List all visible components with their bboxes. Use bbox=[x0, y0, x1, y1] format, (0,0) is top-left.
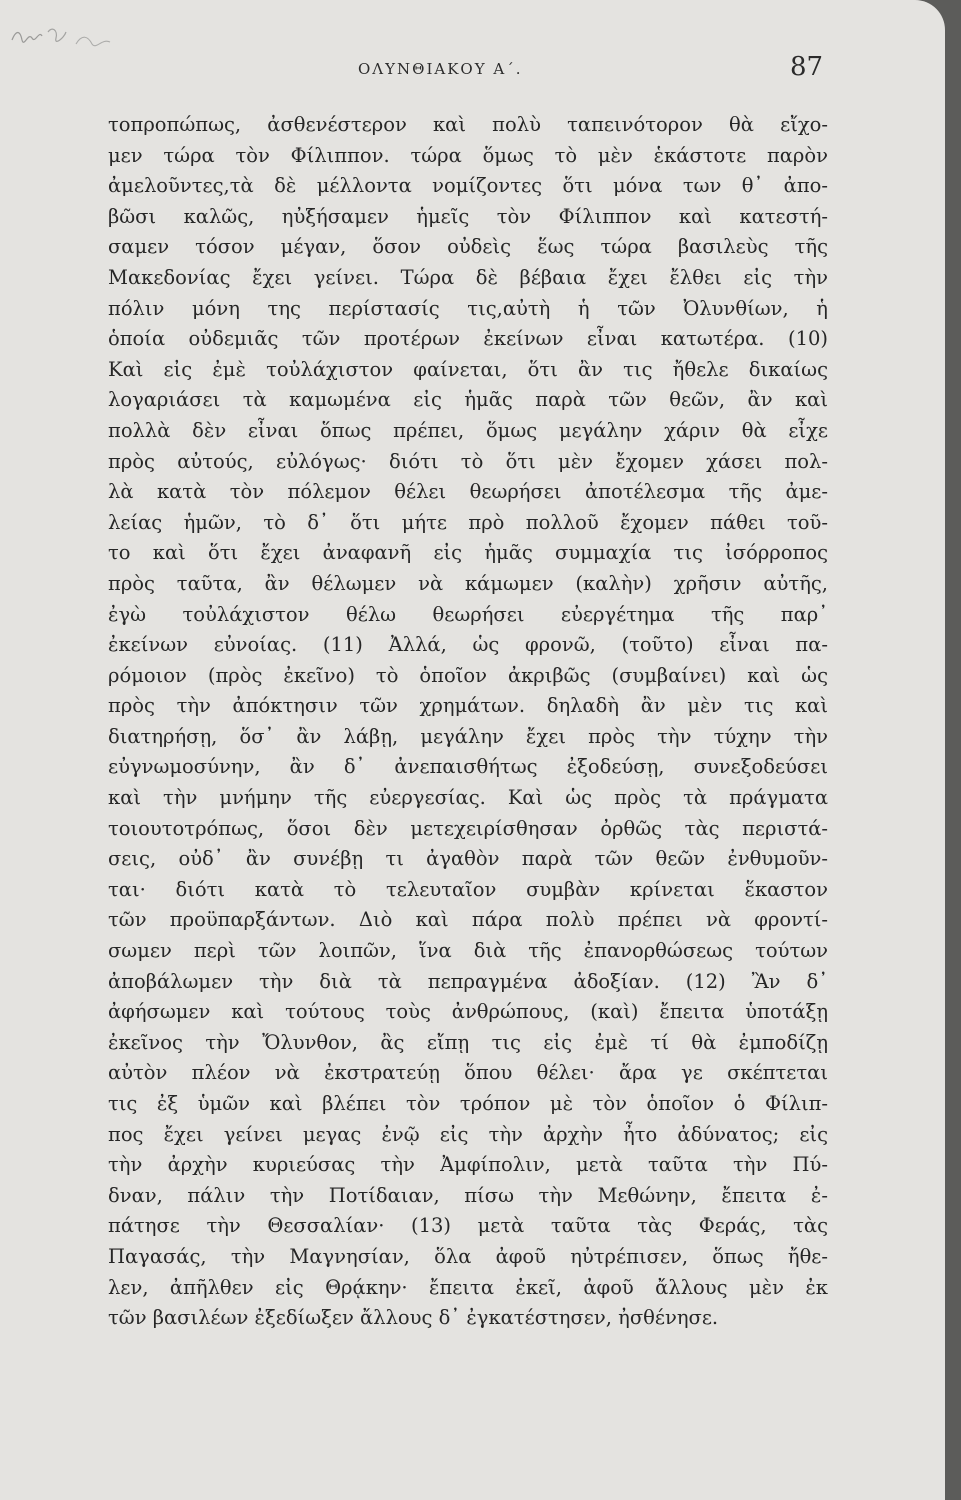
text-line: πάτησε τὴν Θεσσαλίαν· (13) μετὰ ταῦτα τὰς Φεράς, τὰς bbox=[108, 1214, 828, 1238]
text-line: πρὸς αὐτούς, εὐλόγως· διότι τὸ ὅτι μὲν ἔχομεν χάσει πολ- bbox=[108, 449, 828, 473]
text-line: ἀμελοῦντες,τὰ δὲ μέλλοντα νομίζοντες ὅτι μόνα των θ᾽ ἀπο- bbox=[108, 174, 828, 198]
text-line: πρὸς τὴν ἀπόκτησιν τῶν χρημάτων. δηλαδὴ ἂν μὲν τις καὶ bbox=[108, 694, 828, 718]
body-text bbox=[108, 110, 828, 1334]
text-line: ἀφήσωμεν καὶ τούτους τοὺς ἀνθρώπους, (καὶ) ἔπειτα ὑποτάξῃ bbox=[108, 1000, 828, 1024]
text-line: ἐγὼ τοὐλάχιστον θέλω θεωρήσει εὐεργέτημα τῆς παρ᾽ bbox=[108, 602, 828, 626]
text-line: καὶ τὴν μνήμην τῆς εὐεργεσίας. Καὶ ὡς πρὸς τὰ πράγματα bbox=[108, 786, 828, 810]
text-line: πρὸς ταῦτα, ἂν θέλωμεν νὰ κάμωμεν (καλὴν) χρῆσιν αὐτῆς, bbox=[108, 571, 828, 595]
text-line: τοιουτοτρόπως, ὅσοι δὲν μετεχειρίσθησαν ὀρθῶς τὰς περιστά- bbox=[108, 816, 828, 840]
text-line: αὐτὸν πλέον νὰ ἐκστρατεύῃ ὅπου θέλει· ἄρα γε σκέπτεται bbox=[108, 1061, 828, 1085]
text-line: ται· διότι κατὰ τὸ τελευταῖον συμβὰν κρίνεται ἕκαστον bbox=[108, 877, 828, 901]
text-line: ἐκείνων εὐνοίας. (11) Ἀλλά, ὡς φρονῶ, (τοῦτο) εἶναι πα- bbox=[108, 633, 828, 657]
text-line: λείας ἡμῶν, τὸ δ᾽ ὅτι μήτε πρὸ πολλοῦ ἔχομεν πάθει τοῦ- bbox=[108, 510, 828, 534]
pencil-annotation-mark bbox=[6, 18, 126, 58]
text-line: τὴν ἀρχὴν κυριεύσας τὴν Ἀμφίπολιν, μετὰ ταῦτα τὴν Πύ- bbox=[108, 1153, 828, 1177]
text-line: το καὶ ὅτι ἔχει ἀναφανῆ εἰς ἡμᾶς συμμαχία τις ἰσόρροπος bbox=[108, 541, 828, 565]
text-line: βῶσι καλῶς, ηὐξήσαμεν ἡμεῖς τὸν Φίλιππον καὶ κατεστή- bbox=[108, 204, 828, 228]
text-line: ρόμοιον (πρὸς ἐκεῖνο) τὸ ὁποῖον ἀκριβῶς (συμβαίνει) καὶ ὡς bbox=[108, 663, 828, 687]
text-line: Παγασάς, τὴν Μαγνησίαν, ὅλα ἀφοῦ ηὐτρέπισεν, ὅπως ἤθε- bbox=[108, 1244, 828, 1268]
text-line: τις ἐξ ὑμῶν καὶ βλέπει τὸν τρόπον μὲ τὸν ὁποῖον ὁ Φίλιπ- bbox=[108, 1092, 828, 1115]
text-line: λὰ κατὰ τὸν πόλεμον θέλει θεωρήσει ἀποτέλεσμα τῆς ἀμε- bbox=[108, 480, 828, 504]
text-line: τῶν προϋπαρξάντων. Διὸ καὶ πάρα πολὺ πρέπει νὰ φροντί- bbox=[108, 908, 828, 932]
text-line: διατηρήσῃ, ὅσ᾽ ἂν λάβῃ, μεγάλην ἔχει πρὸς τὴν τύχην τὴν bbox=[108, 724, 828, 748]
text-line: πολλὰ δὲν εἶναι ὅπως πρέπει, ὅμως μεγάλην χάριν θὰ εἶχε bbox=[108, 418, 828, 442]
text-line: ἀποβάλωμεν τὴν διὰ τὰ πεπραγμένα ἀδοξίαν. (12) Ἂν δ᾽ bbox=[108, 969, 828, 993]
text-line: σαμεν τόσον μέγαν, ὅσον οὐδεὶς ἕως τώρα βασιλεὺς τῆς bbox=[108, 235, 828, 259]
text-line: τοπροπώπως, ἀσθενέστερον καὶ πολὺ ταπεινότορον θὰ εἴχο- bbox=[108, 113, 828, 136]
page-number: 87 bbox=[790, 52, 824, 82]
running-title: ΟΛΥΝΘΙΑΚΟΥ Α΄. bbox=[358, 60, 523, 78]
text-line: πόλιν μόνη της περίστασίς τις,αὐτὴ ἡ τῶν Ὀλυνθίων, ἡ bbox=[108, 296, 828, 320]
page-edge-shadow bbox=[945, 0, 961, 1500]
text-line: εὐγνωμοσύνην, ἂν δ᾽ ἀνεπαισθήτως ἐξοδεύσῃ, συνεξοδεύσει bbox=[108, 755, 828, 779]
text-line: σεις, οὐδ᾽ ἂν συνέβῃ τι ἀγαθὸν παρὰ τῶν θεῶν ἐνθυμοῦν- bbox=[108, 847, 828, 871]
text-line: Μακεδονίας ἔχει γείνει. Τώρα δὲ βέβαια ἔχει ἔλθει εἰς τὴν bbox=[108, 265, 828, 289]
text-line: σωμεν περὶ τῶν λοιπῶν, ἵνα διὰ τῆς ἐπανορθώσεως τούτων bbox=[108, 939, 828, 963]
text-line: λεν, ἀπῆλθεν εἰς Θρᾴκην· ἔπειτα ἐκεῖ, ἀφοῦ ἄλλους μὲν ἐκ bbox=[108, 1275, 828, 1299]
text-line: λογαριάσει τὰ καμωμένα εἰς ἡμᾶς παρὰ τῶν θεῶν, ἂν καὶ bbox=[108, 388, 828, 412]
text-line: ἐκεῖνος τὴν Ὄλυνθον, ἂς εἴπῃ τις εἰς ἐμὲ τί θὰ ἐμποδίζῃ bbox=[108, 1030, 828, 1054]
text-line: δναν, πάλιν τὴν Ποτίδαιαν, πίσω τὴν Μεθώνην, ἔπειτα ἐ- bbox=[108, 1183, 828, 1207]
text-line: τῶν βασιλέων ἐξεδίωξεν ἄλλους δ᾽ ἐγκατέστησεν, ἠσθένησε. bbox=[108, 1306, 719, 1330]
text-line: Καὶ εἰς ἐμὲ τοὐλάχιστον φαίνεται, ὅτι ἂν τις ἤθελε δικαίως bbox=[108, 357, 828, 381]
text-line: μεν τώρα τὸν Φίλιππον. τώρα ὅμως τὸ μὲν ἑκάστοτε παρὸν bbox=[108, 143, 828, 167]
text-line: ὁποία οὐδεμιᾶς τῶν προτέρων ἐκείνων εἶναι κατωτέρα. (10) bbox=[108, 327, 828, 351]
text-line: πος ἔχει γείνει μεγας ἐνῷ εἰς τὴν ἀρχὴν ἦτο ἀδύνατος; εἰς bbox=[108, 1122, 828, 1146]
